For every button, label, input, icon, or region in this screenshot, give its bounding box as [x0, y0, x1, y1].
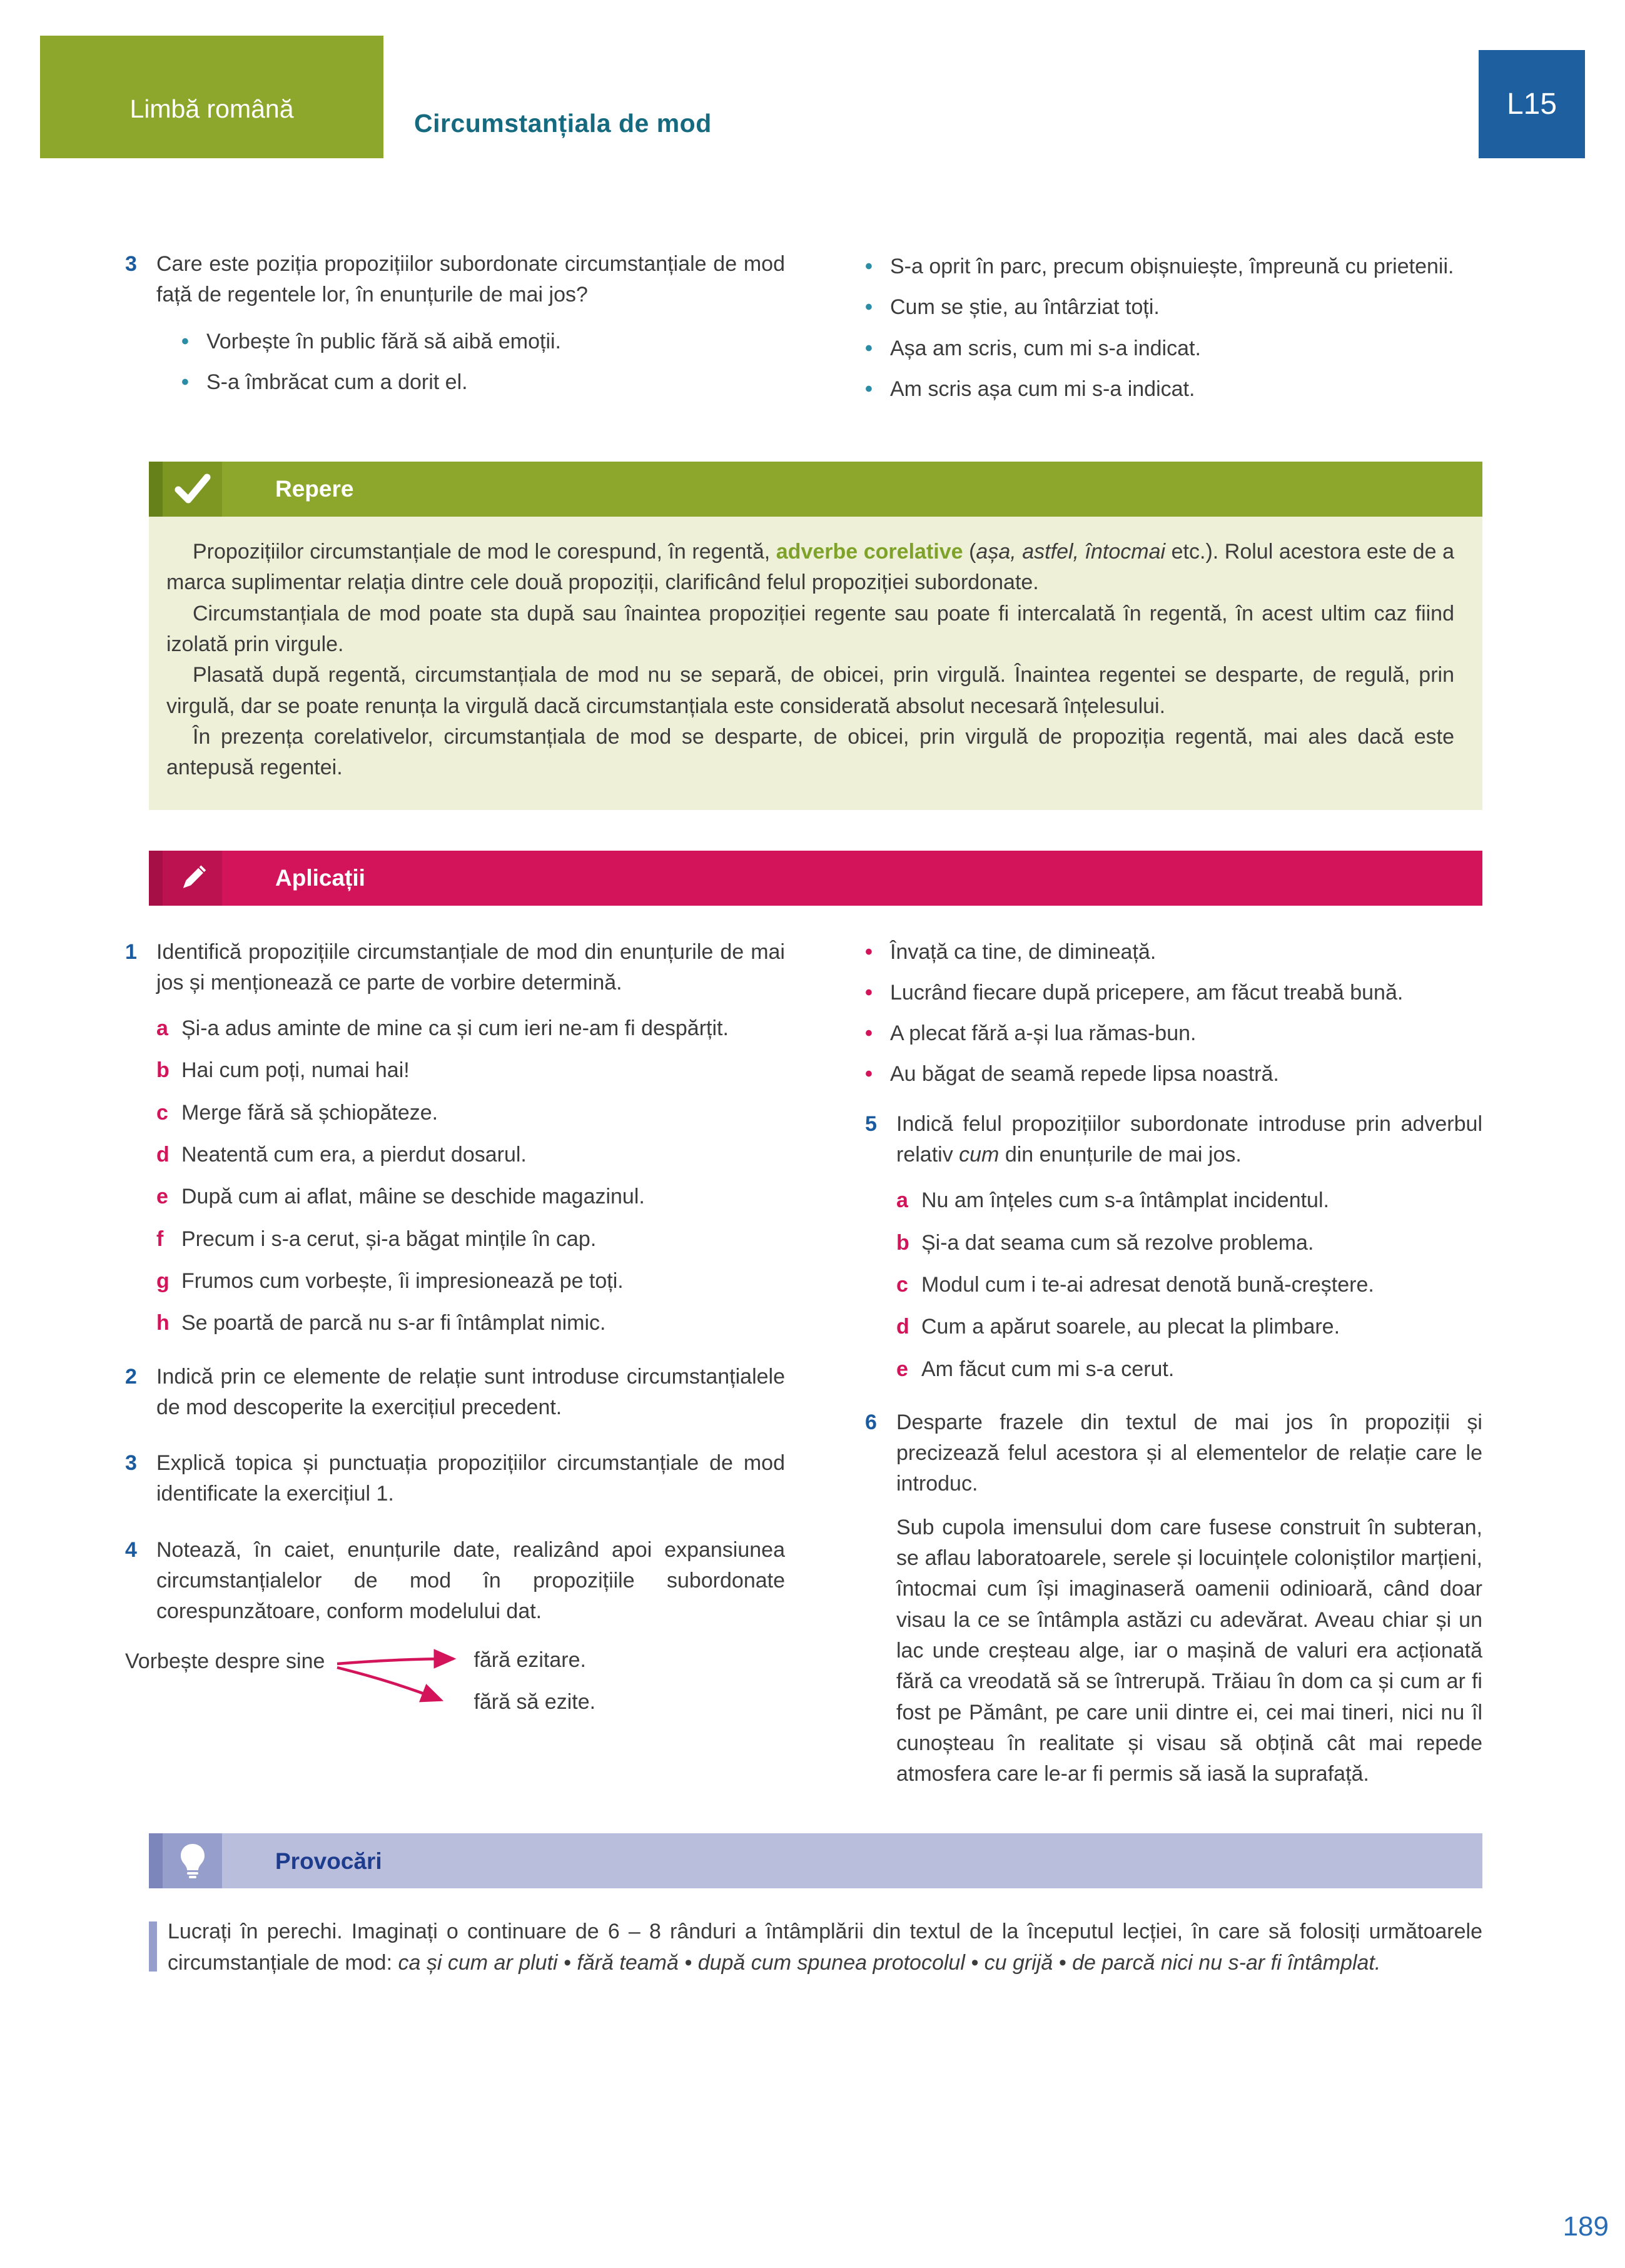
lesson-code-label: L15 [1506, 87, 1557, 121]
model-option-2: fără să ezite. [473, 1689, 596, 1714]
item-text: După cum ai aflat, mâine se deschide magazinul. [181, 1185, 645, 1209]
bullet-text: Au băgat de seamă repede lipsa noastră. [890, 1062, 1279, 1086]
repere-body [149, 517, 1482, 809]
exercise-text: Identifică propozițiile circumstanțiale de mod din enunțurile de mai jos și menționează ce parte de vorbire determină. [156, 939, 785, 995]
list-item [896, 1228, 1482, 1258]
exercise-text: Explică topica și punctuația propozițiilor circumstanțiale de mod identificate la exercițiul 1. [156, 1451, 785, 1506]
provocari-italic-list: ca și cum ar pluti • fără teamă • după cum spunea protocolul • cu grijă • de parcă nici nu s-ar fi întâmplat. [398, 1950, 1381, 1975]
exercise-number: 5 [865, 1111, 877, 1136]
list-item [896, 1312, 1482, 1342]
exercise-1-items [125, 1013, 785, 1339]
exercise-number: 4 [125, 1537, 137, 1562]
repere-paragraph: Plasată după regentă, circumstanțiala de mod nu se separă, de obicei, prin virgulă. Înaintea regentei se desparte, de regulă, prin virgulă, dar se poate renunța la virgulă dacă circumstanțiala este considerată absolut necesară înțelesului. [166, 663, 1454, 718]
bullet-list [181, 327, 785, 398]
model-options [473, 1645, 595, 1718]
bullet-text: A plecat fără a-și lua rămas-bun. [890, 1021, 1197, 1046]
item-text: Frumos cum vorbește, îi impresionează pe toți. [181, 1268, 624, 1293]
lesson-code-badge [1479, 50, 1585, 158]
provocari-text-pre: Lucrați în perechi. Imaginați o continuare de 6 – 8 rânduri a întâmplării din textul de la începutul lecției, în care să folosiți următoarele circumstanțiale de mod: [168, 1920, 1482, 1975]
repere-paragraph [166, 537, 1454, 599]
item-letter: a [156, 1016, 168, 1041]
bullet-text: Am scris așa cum mi s-a indicat. [890, 377, 1195, 401]
item-letter: a [896, 1188, 908, 1213]
item-letter: b [896, 1230, 909, 1255]
exercise-1 [125, 937, 785, 999]
exercise-number: 6 [865, 1410, 877, 1434]
exercise-6 [865, 1407, 1482, 1790]
item-letter: f [156, 1227, 164, 1251]
bullet-icon: • [865, 1021, 873, 1046]
lesson-title: Circumstanțiala de mod [414, 109, 712, 138]
exercise-5-text-post: din enunțurile de mai jos. [999, 1143, 1242, 1167]
provocari-task [149, 1916, 1482, 1978]
subject-box [40, 36, 383, 158]
model-source-text: Vorbește despre sine [125, 1649, 325, 1673]
intro-left-column [125, 249, 785, 415]
item-text: Și-a dat seama cum să rezolve problema. [921, 1230, 1314, 1255]
list-item [156, 1308, 785, 1339]
bullet-icon: • [865, 295, 873, 320]
paragraph-text: etc.). Rolul acestora este de a marca suplimentar relația dintre cele două propoziții, clarificând felul propoziției subordonate. [166, 540, 1454, 595]
provocari-header [149, 1833, 1482, 1888]
item-letter: e [896, 1357, 908, 1381]
item-text: Se poartă de parcă nu s-ar fi întâmplat nimic. [181, 1311, 606, 1335]
item-text: Merge fără să șchiopăteze. [181, 1100, 438, 1125]
item-text: Am făcut cum mi s-a cerut. [921, 1357, 1175, 1381]
exercise-1-extra-bullets [865, 937, 1482, 1090]
item-text: Neatentă cum era, a pierdut dosarul. [181, 1143, 527, 1167]
item-text: Precum i s-a cerut, și-a băgat mințile în cap. [181, 1227, 597, 1251]
bullet-icon: • [865, 377, 873, 401]
aplicatii-section [125, 851, 1482, 1790]
exercise-text [896, 1407, 1482, 1790]
list-item [156, 1055, 785, 1086]
exercise-5 [865, 1109, 1482, 1171]
bullet-text: S-a oprit în parc, precum obișnuiește, împreună cu prietenii. [890, 255, 1454, 278]
item-letter: b [156, 1058, 170, 1083]
aplicatii-right-column [865, 937, 1482, 1790]
bullet-text: Lucrând fiecare după pricepere, am făcut treabă bună. [890, 980, 1404, 1005]
list-item [156, 1224, 785, 1255]
list-item [865, 333, 1482, 364]
repere-title: Repere [222, 462, 1482, 517]
exercise-number: 3 [125, 1451, 137, 1476]
repere-paragraph: În prezența corelativelor, circumstanțiala de mod se desparte, de obicei, prin virgulă de propoziția regentă, mai ales dacă este antepusă regentei. [166, 724, 1454, 780]
exercise-text: Indică prin ce elemente de relație sunt introduse circumstanțialele de mod descoperite la exercițiul precedent. [156, 1364, 785, 1419]
exercise-6-passage: Sub cupola imensului dom care fusese construit în subteran, se aflau laboratoarele, serele și locuințele coloniștilor marțieni, întocmai cum își imaginaseră oamenii odinioară, când doar visau la ce se întâmpla astăzi cu adevărat. Aveau chiar și un lac unde creșteau alge, iar o mașină de valuri era acționată fără ca vreodată să se întrerupă. Trăiau în dom ca și cum ar fi fost pe Pământ, pe care unii dintre ei, cei mai tineri, nici nu îl cunoșteau în realitate și visau să obțină cât mai repede atmosfera care le-ar fi permis să iasă la suprafață. [896, 1515, 1482, 1786]
item-letter: c [156, 1100, 168, 1125]
question-text: Care este poziția propozițiilor subordonate circumstanțiale de mod față de regentele lor, în enunțurile de mai jos? [156, 252, 785, 307]
exercise-4 [125, 1535, 785, 1723]
item-text: Hai cum poți, numai hai! [181, 1058, 410, 1083]
list-item [865, 251, 1482, 282]
item-text: Modul cum i te-ai adresat denotă bună-creștere. [921, 1272, 1374, 1297]
item-letter: d [156, 1143, 170, 1167]
item-letter: g [156, 1268, 170, 1293]
list-item [896, 1354, 1482, 1385]
page-content [0, 249, 1625, 1978]
lightbulb-icon [163, 1833, 222, 1888]
bullet-text: Așa am scris, cum mi s-a indicat. [890, 336, 1201, 360]
header-accent-strip [149, 462, 163, 517]
item-text: Cum a apărut soarele, au plecat la plimbare. [921, 1315, 1340, 1339]
provocari-title: Provocări [222, 1833, 1482, 1888]
checkmark-icon [163, 462, 222, 517]
list-item [865, 292, 1482, 323]
repere-header [149, 462, 1482, 517]
exercise-3 [125, 1448, 785, 1510]
repere-paragraph: Circumstanțiala de mod poate sta după sau înaintea propoziției regente sau poate fi intercalată în regentă, în acest ultim caz fiind izolată prin virgule. [166, 601, 1454, 657]
item-text: Nu am înțeles cum s-a întâmplat incidentul. [921, 1188, 1329, 1213]
aplicatii-title: Aplicații [222, 851, 1482, 906]
exercise-5-items [865, 1185, 1482, 1384]
expansion-model [125, 1645, 785, 1723]
intro-section [125, 249, 1482, 415]
list-item [181, 367, 785, 398]
exercise-text [156, 249, 785, 408]
subject-label: Limbă română [129, 94, 294, 124]
bullet-icon: • [865, 336, 873, 360]
paragraph-text: ( [963, 540, 976, 564]
aplicatii-content [125, 937, 1482, 1790]
list-item [865, 937, 1482, 968]
exercise-2 [125, 1362, 785, 1424]
intro-right-column [865, 249, 1482, 415]
item-letter: h [156, 1311, 170, 1335]
exercise-5-text-pre: Indică felul propozițiilor subordonate introduse prin adverbul relativ [896, 1111, 1482, 1167]
bullet-icon: • [865, 980, 873, 1005]
list-item [865, 978, 1482, 1008]
repere-section [125, 462, 1482, 809]
exercise-number: 1 [125, 939, 137, 964]
exercise-number: 3 [125, 252, 137, 276]
bullet-text: Învață ca tine, de dimineață. [890, 939, 1157, 964]
page-number: 189 [1562, 2211, 1609, 2242]
list-item [865, 374, 1482, 405]
list-item [865, 1059, 1482, 1090]
bullet-icon: • [181, 329, 189, 353]
bullet-icon: • [865, 255, 873, 278]
item-letter: e [156, 1185, 168, 1209]
exercise [125, 249, 785, 408]
list-item [156, 1098, 785, 1128]
aplicatii-left-column [125, 937, 785, 1790]
exercise-6-text: Desparte frazele din textul de mai jos în propoziții și precizează felul acestora și al elementelor de relație care le introduc. [896, 1410, 1482, 1496]
list-item [156, 1013, 785, 1044]
header-accent-strip [149, 1833, 163, 1888]
exercise-4-text: Notează, în caiet, enunțurile date, realizând apoi expansiunea circumstanțialelor de mod în propozițiile subordonate corespunzătoare, conform modelului dat. [156, 1537, 785, 1624]
provocari-section [125, 1833, 1482, 1978]
bullet-text: S-a îmbrăcat cum a dorit el. [206, 370, 468, 394]
bullet-icon: • [181, 370, 189, 394]
model-option-1: fără ezitare. [473, 1648, 586, 1672]
item-text: Și-a adus aminte de mine ca și cum ieri ne-am fi despărțit. [181, 1016, 729, 1041]
header-accent-strip [149, 851, 163, 906]
exercise-number: 2 [125, 1364, 137, 1389]
list-item [156, 1182, 785, 1212]
bullet-text: Cum se știe, au întârziat toți. [890, 295, 1160, 320]
item-letter: c [896, 1272, 908, 1297]
list-item [896, 1185, 1482, 1216]
paragraph-text: Propozițiilor circumstanțiale de mod le corespund, în regentă, [193, 540, 776, 564]
exercise-text [125, 1535, 785, 1723]
list-item [156, 1140, 785, 1170]
bullet-icon: • [865, 939, 873, 964]
item-letter: d [896, 1315, 909, 1339]
highlight-term: adverbe corelative [776, 540, 963, 564]
aplicatii-header [149, 851, 1482, 906]
italic-examples: așa, astfel, întocmai [976, 540, 1166, 564]
arrows-icon [333, 1645, 465, 1723]
pencil-icon [163, 851, 222, 906]
bullet-icon: • [865, 1062, 873, 1086]
exercise-text [896, 1109, 1482, 1171]
exercise-5-italic-term: cum [959, 1143, 1000, 1167]
page-header [0, 0, 1625, 158]
list-item [865, 1018, 1482, 1049]
list-item [181, 327, 785, 357]
list-item [896, 1270, 1482, 1300]
list-item [156, 1266, 785, 1297]
bullet-text: Vorbește în public fără să aibă emoții. [206, 329, 561, 353]
